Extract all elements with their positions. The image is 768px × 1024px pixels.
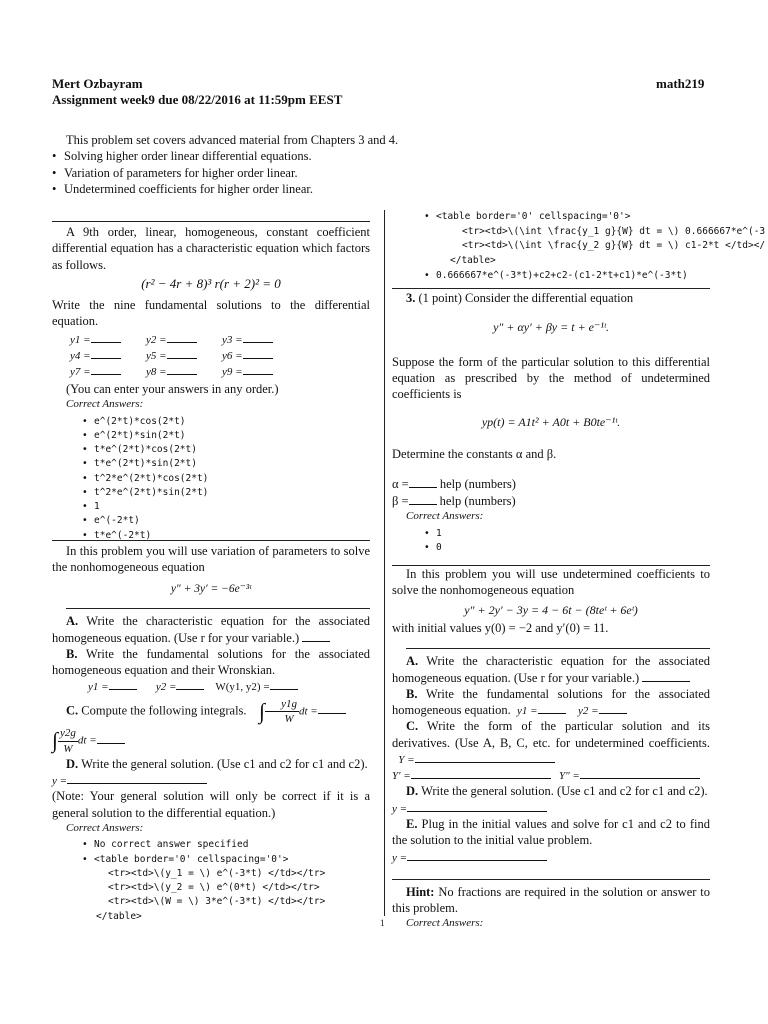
intro-block bbox=[52, 132, 692, 197]
part-c-text: Write the form of the particular solution and its derivatives. (Use A, B, C, etc. for undetermined coefficients. bbox=[392, 719, 710, 750]
problem-1-note: (You can enter your answers in any order.) bbox=[66, 382, 279, 397]
wronskian-input[interactable] bbox=[270, 678, 298, 690]
y1-label: y1 = bbox=[88, 681, 109, 694]
table-line: <tr><td>\(W = \) 3*e^(-3*t) </td></tr> bbox=[108, 896, 326, 908]
answer-item: • t*e^(-2*t) bbox=[82, 529, 370, 543]
hint-text: No fractions are required in the solution or answer to this problem. bbox=[392, 884, 711, 916]
general-solution-input[interactable] bbox=[407, 800, 547, 812]
integral-1-denominator: W bbox=[284, 713, 294, 726]
integral-2-input[interactable] bbox=[97, 732, 125, 744]
y5-input[interactable] bbox=[167, 347, 197, 359]
beta-input[interactable] bbox=[409, 493, 437, 505]
alpha-label: α = bbox=[392, 477, 409, 492]
intro-bullet: • Undetermined coefficients for higher order linear. bbox=[52, 181, 692, 197]
part-d-label: D. bbox=[406, 784, 419, 799]
part-d-text: Write the general solution. (Use c1 and c2 for c1 and c2). bbox=[421, 784, 708, 799]
answer-grid bbox=[70, 329, 370, 381]
y9-label: y9 = bbox=[222, 366, 243, 379]
answer-item: • t*e^(2*t)*sin(2*t) bbox=[82, 457, 370, 471]
hint-label: Hint: bbox=[406, 884, 435, 899]
integral-1-input[interactable] bbox=[318, 702, 346, 714]
intro-text: This problem set covers advanced material from Chapters 3 and 4. bbox=[66, 133, 399, 147]
separator bbox=[392, 879, 710, 880]
alpha-input[interactable] bbox=[409, 476, 437, 488]
Y-prime-input[interactable] bbox=[411, 767, 551, 779]
separator bbox=[52, 540, 370, 541]
help-link[interactable]: help (numbers) bbox=[439, 493, 516, 508]
integral-1-numerator: y1g bbox=[265, 697, 299, 712]
answer-item: • t*e^(2*t)*cos(2*t) bbox=[82, 443, 370, 457]
y1-label: y1 = bbox=[70, 334, 91, 347]
problem-2-equation: y″ + 3y′ = −6e⁻³ᵗ bbox=[170, 582, 252, 595]
y8-input[interactable] bbox=[167, 363, 197, 375]
integral-1-dt: dt = bbox=[298, 705, 318, 718]
integral-2-dt: dt = bbox=[77, 735, 97, 747]
part-d-label: D. bbox=[66, 756, 79, 771]
y8-label: y8 = bbox=[146, 366, 167, 379]
intro-bullet: • Variation of parameters for higher order linear. bbox=[52, 165, 692, 181]
answer-table-lines bbox=[96, 867, 370, 924]
answer-item: • e^(-2*t) bbox=[82, 514, 370, 528]
correct-answers-label: Correct Answers: bbox=[66, 398, 144, 411]
Y-prime-label: Y′ = bbox=[392, 770, 411, 783]
answer-item: • e^(2*t)*cos(2*t) bbox=[82, 415, 370, 429]
problem-1-text: A 9th order, linear, homogeneous, constant coefficient differential equation has a characteristic equation which factors as follows. bbox=[52, 225, 370, 272]
part-b-label: B. bbox=[66, 646, 78, 661]
correct-answers-label: Correct Answers: bbox=[66, 821, 144, 834]
table-line: <tr><td>\(y_1 = \) e^(-3*t) </td></tr> bbox=[108, 867, 326, 879]
separator bbox=[406, 648, 710, 649]
answer-item: • e^(2*t)*sin(2*t) bbox=[82, 429, 370, 443]
y7-label: y7 = bbox=[70, 366, 91, 379]
y7-input[interactable] bbox=[91, 363, 121, 375]
y-label: y = bbox=[392, 802, 408, 815]
correct-answers-label: Correct Answers: bbox=[406, 917, 484, 930]
answer-item: • 1 bbox=[82, 500, 370, 514]
problem-4 bbox=[392, 566, 710, 931]
part-e-label: E. bbox=[406, 817, 418, 832]
separator bbox=[52, 221, 370, 222]
continued-answers bbox=[424, 269, 713, 284]
y2-label: y2 = bbox=[146, 334, 167, 347]
intro-list bbox=[52, 148, 692, 197]
problem-3 bbox=[392, 290, 710, 556]
y2-input[interactable] bbox=[167, 331, 197, 343]
y5-label: y5 = bbox=[146, 350, 167, 363]
table-line: <tr><td>\(\int \frac{y_1 g}{W} dt = \) 0.666667*e^(-3 bbox=[462, 225, 766, 237]
ivp-solution-input[interactable] bbox=[407, 849, 547, 861]
help-link[interactable]: help (numbers) bbox=[439, 477, 516, 492]
problem-2-note: (Note: Your general solution will only be correct if it is a general solution to the differential equation.) bbox=[52, 789, 370, 820]
problem-3-suppose: Suppose the form of the particular solution to this differential equation as prescribed by the method of undetermined coefficients is bbox=[392, 354, 710, 402]
problem-3-equation: y″ + αy′ + βy = t + e⁻¹ᵗ. bbox=[493, 320, 609, 335]
answer-item: • 1 bbox=[424, 527, 710, 541]
char-eq-input[interactable] bbox=[302, 630, 330, 642]
y3-label: y3 = bbox=[222, 334, 243, 347]
problem-3-answers bbox=[424, 527, 710, 556]
answer-item: • 0.666667*e^(-3*t)+c2+c2-(c1-2*t+c1)*e^(-3*t) bbox=[424, 269, 713, 284]
part-a-text: Write the characteristic equation for the associated homogeneous equation. (Use r for your variable.) bbox=[392, 654, 710, 685]
problem-4-intro: In this problem you will use undetermined coefficients to solve the nonhomogeneous equation bbox=[392, 567, 710, 598]
y1-label: y1 = bbox=[516, 705, 538, 718]
answer-item: • <table border='0' cellspacing='0'> bbox=[82, 853, 370, 867]
part-a-label: A. bbox=[406, 654, 419, 669]
student-name: Mert Ozbayram bbox=[52, 76, 143, 91]
problem-3-determine: Determine the constants α and β. bbox=[392, 447, 557, 462]
problem-2-answers bbox=[82, 838, 370, 867]
right-column-top bbox=[398, 210, 766, 284]
problem-3-yp: yp(t) = A1t² + A0t + B0te⁻¹ᵗ. bbox=[481, 414, 621, 429]
y-label: y = bbox=[392, 851, 408, 864]
y1-input[interactable] bbox=[538, 702, 566, 714]
answer-table-lines bbox=[450, 225, 766, 269]
wronskian-label: W(y1, y2) = bbox=[215, 681, 270, 694]
table-line: </table> bbox=[450, 255, 496, 267]
y9-input[interactable] bbox=[243, 363, 273, 375]
course-code: math219 bbox=[656, 76, 705, 91]
answer-item: • t^2*e^(2*t)*cos(2*t) bbox=[82, 472, 370, 486]
problem-4-equation: y″ + 2y′ − 3y = 4 − 6t − (8teᵗ + 6eᵗ) bbox=[464, 602, 638, 617]
answer-item: • t^2*e^(2*t)*sin(2*t) bbox=[82, 486, 370, 500]
integral-2-numerator: y2g bbox=[58, 726, 78, 741]
problem-2 bbox=[52, 543, 370, 924]
table-line: </table> bbox=[96, 910, 142, 922]
char-eq-input[interactable] bbox=[642, 670, 690, 682]
y-label: y = bbox=[52, 775, 68, 788]
answer-item: • <table border='0' cellspacing='0'> bbox=[424, 210, 713, 225]
part-a-label: A. bbox=[66, 614, 79, 629]
continued-answers bbox=[424, 210, 713, 225]
Y-double-prime-label: Y″ = bbox=[558, 770, 580, 783]
Y-double-prime-input[interactable] bbox=[580, 767, 700, 779]
answer-item: • No correct answer specified bbox=[82, 838, 370, 852]
problem-1-answers bbox=[82, 415, 370, 543]
Y-input[interactable] bbox=[415, 751, 555, 763]
column-divider bbox=[384, 210, 385, 916]
problem-1-prompt: Write the nine fundamental solutions to the differential equation. bbox=[52, 297, 370, 328]
part-c-label: C. bbox=[66, 703, 79, 718]
integral-sign: ∫ bbox=[52, 727, 59, 753]
y2-label: y2 = bbox=[155, 681, 177, 694]
general-solution-input[interactable] bbox=[67, 772, 207, 784]
y4-input[interactable] bbox=[91, 347, 121, 359]
part-a-text: Write the characteristic equation for the associated homogeneous equation. (Use r for your variable.) bbox=[52, 614, 370, 645]
problem-2-intro: In this problem you will use variation of parameters to solve the nonhomogeneous equation bbox=[52, 544, 370, 575]
problem-1 bbox=[52, 224, 370, 543]
y2-input[interactable] bbox=[599, 702, 627, 714]
y6-label: y6 = bbox=[222, 350, 243, 363]
assignment-title: Assignment week9 due 08/22/2016 at 11:59pm EEST bbox=[52, 92, 343, 107]
separator bbox=[66, 608, 370, 609]
answer-item: • 0 bbox=[424, 541, 710, 555]
page-number: 1 bbox=[380, 918, 385, 928]
part-e-text: Plug in the initial values and solve for c1 and c2 to find the solution to the initial value problem. bbox=[392, 817, 710, 848]
separator bbox=[392, 288, 710, 289]
correct-answers-label: Correct Answers: bbox=[406, 509, 484, 522]
part-d-text: Write the general solution. (Use c1 and c2 for c1 and c2). bbox=[81, 756, 368, 771]
problem-4-initial-values: with initial values y(0) = −2 and y′(0) = 11. bbox=[392, 621, 609, 636]
y2-label: y2 = bbox=[578, 705, 599, 718]
y3-input[interactable] bbox=[243, 331, 273, 343]
problem-1-equation: (r² − 4r + 8)³ r(r + 2)² = 0 bbox=[141, 275, 281, 291]
part-b-label: B. bbox=[406, 686, 418, 701]
part-b-text: Write the fundamental solutions for the associated homogeneous equation and their Wronskian. bbox=[52, 646, 371, 678]
y2-input[interactable] bbox=[176, 678, 204, 690]
table-line: <tr><td>\(y_2 = \) e^(0*t) </td></tr> bbox=[108, 882, 320, 894]
intro-bullet: • Solving higher order linear differential equations. bbox=[52, 148, 692, 164]
table-line: <tr><td>\(\int \frac{y_2 g}{W} dt = \) c1-2*t </td></ bbox=[462, 240, 766, 252]
y1-input[interactable] bbox=[91, 331, 121, 343]
Y-label: Y = bbox=[398, 753, 415, 766]
y1-input[interactable] bbox=[109, 678, 137, 690]
part-b-text: Write the fundamental solutions for the associated homogeneous equation. bbox=[392, 686, 711, 718]
problem-number: 3. bbox=[406, 291, 416, 305]
beta-label: β = bbox=[392, 493, 409, 508]
problem-3-text: (1 point) Consider the differential equation bbox=[418, 291, 634, 305]
part-c-text: Compute the following integrals. bbox=[81, 703, 247, 718]
y6-input[interactable] bbox=[243, 347, 273, 359]
part-c-label: C. bbox=[406, 719, 419, 734]
integral-2-denominator: W bbox=[63, 742, 73, 755]
y4-label: y4 = bbox=[70, 350, 91, 363]
integral-sign: ∫ bbox=[259, 698, 266, 724]
